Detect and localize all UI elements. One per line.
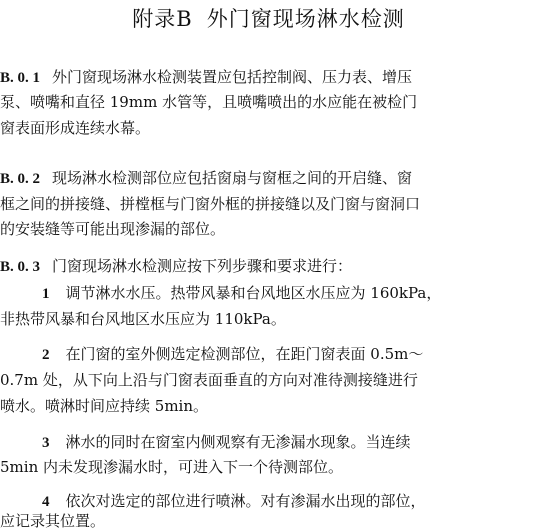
clause-b01-line-2: 泵、喷嘴和直径 19mm 水管等，且喷嘴喷出的水应能在被检门	[0, 93, 418, 111]
step-4-line-2: 应记录其位置。	[0, 512, 106, 530]
clause-b02-line-2: 框之间的拼接缝、拼樘框与门窗外框的拼接缝以及门窗与窗洞口	[0, 195, 421, 213]
step-1-line-2: 非热带风暴和台风地区水压应为 110kPa。	[0, 310, 286, 328]
clause-text: 现场淋水检测部位应包括窗扇与窗框之间的开启缝、窗	[52, 169, 413, 187]
clause-b02-line-1	[0, 167, 412, 190]
appendix-title	[0, 4, 537, 34]
step-1-line-1	[42, 282, 441, 305]
step-2-line-1	[42, 343, 423, 366]
clause-number: B. 0. 2	[0, 171, 41, 187]
clause-number: B. 0. 1	[0, 70, 41, 86]
step-text: 依次对选定的部位进行喷淋。对有渗漏水出现的部位，	[65, 492, 426, 510]
step-number: 2	[42, 347, 50, 363]
clause-b01-line-3: 窗表面形成连续水幕。	[0, 119, 151, 137]
clause-b01-line-1	[0, 66, 412, 89]
step-text: 在门窗的室外侧选定检测部位，在距门窗表面 0.5m～	[65, 345, 424, 363]
step-number: 4	[42, 494, 50, 510]
clause-number: B. 0. 3	[0, 259, 41, 275]
step-number: 1	[42, 286, 50, 302]
clause-text: 门窗现场淋水检测应按下列步骤和要求进行：	[52, 257, 353, 275]
step-number: 3	[42, 435, 50, 451]
step-3-line-1	[42, 431, 411, 454]
clause-b03-line-1	[0, 255, 352, 278]
step-2-line-3: 喷水。喷淋时间应持续 5min。	[0, 397, 208, 415]
step-2-line-2: 0.7m 处，从下向上沿与门窗表面垂直的方向对准待测接缝进行	[0, 371, 418, 389]
appendix-prefix: 附录	[132, 7, 177, 31]
step-3-line-2: 5min 内未发现渗漏水时，可进入下一个待测部位。	[0, 458, 343, 476]
step-text: 淋水的同时在窗室内侧观察有无渗漏水现象。当连续	[65, 433, 411, 451]
step-text: 调节淋水水压。热带风暴和台风地区水压应为 160kPa，	[65, 284, 442, 302]
clause-b02-line-3: 的安装缝等可能出现渗漏的部位。	[0, 220, 226, 238]
appendix-code: B	[176, 7, 193, 31]
appendix-title-text: 外门窗现场淋水检测	[206, 7, 405, 31]
clause-text: 外门窗现场淋水检测装置应包括控制阀、压力表、增压	[52, 68, 413, 86]
